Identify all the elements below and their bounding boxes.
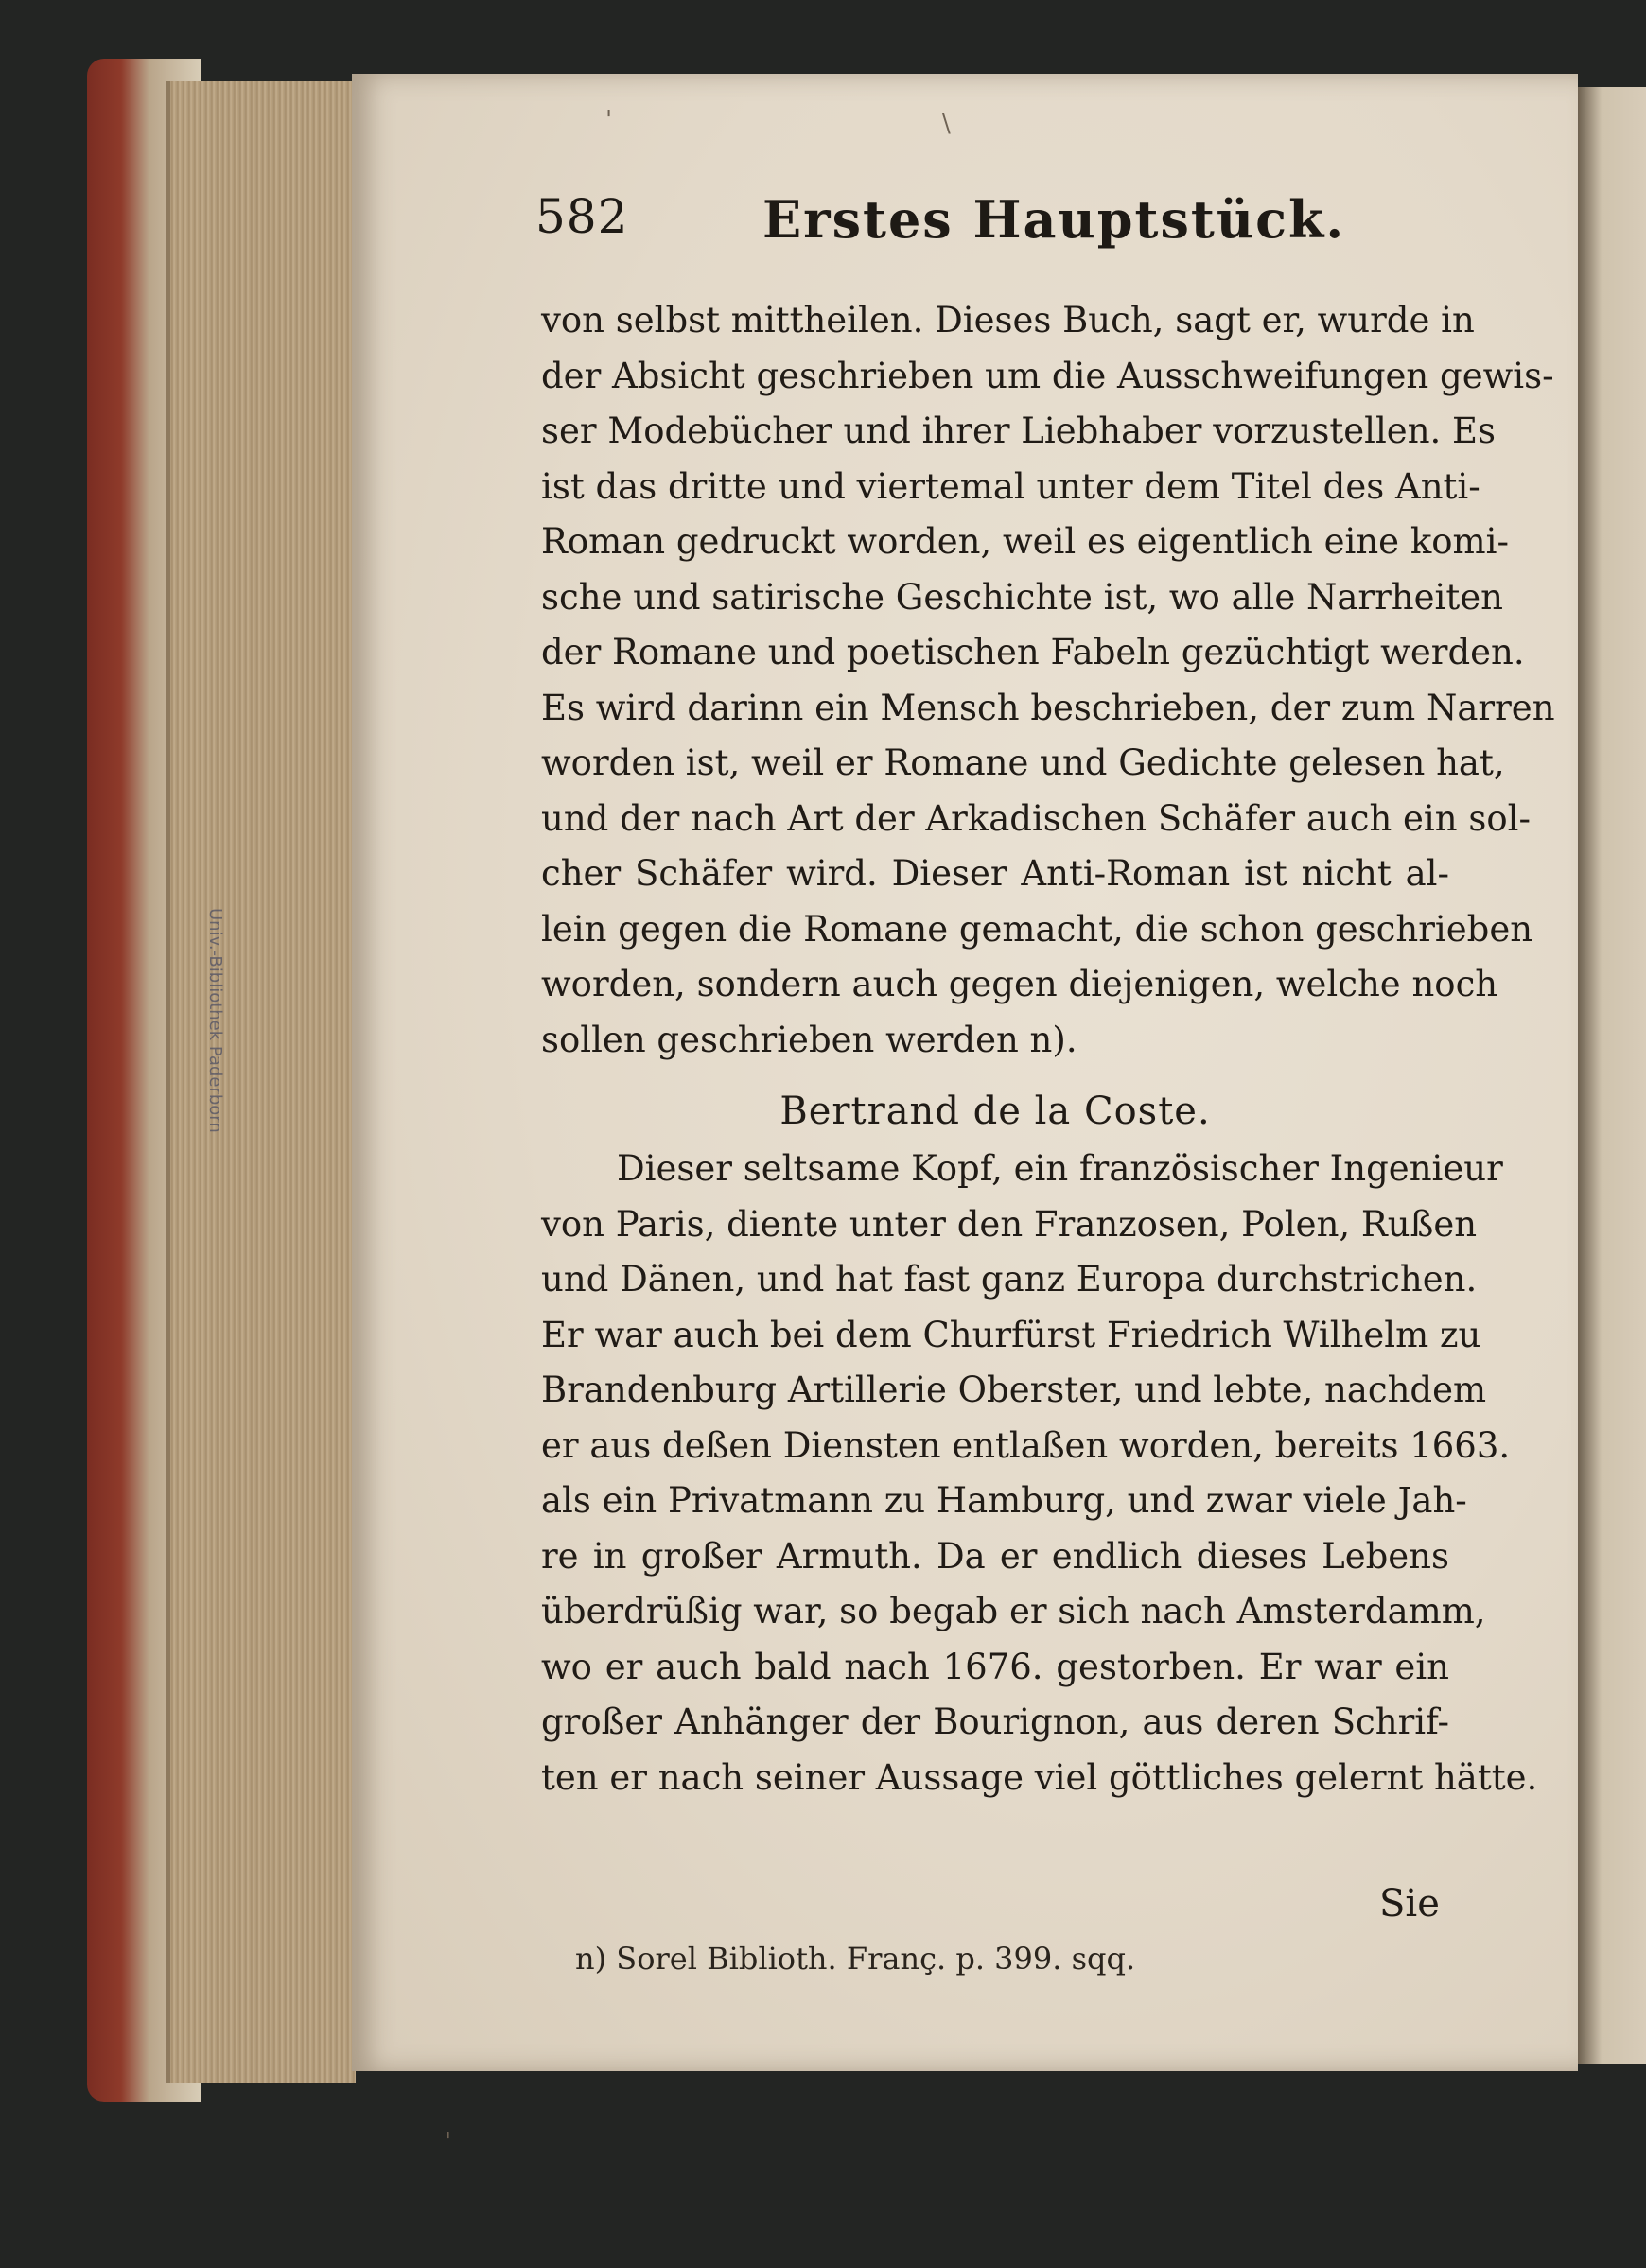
text-line: großer Anhänger der Bourignon, aus deren Schrif-	[541, 1701, 1449, 1742]
text-line: worden, sondern auch gegen diejenigen, welche noch	[541, 964, 1498, 1004]
paper-speck: '	[445, 2128, 452, 2156]
text-line: er aus deßen Diensten entlaßen worden, bereits 1663.	[541, 1424, 1511, 1466]
footnote: n) Sorel Biblioth. Franç. p. 399. sqq.	[575, 1941, 1136, 1977]
text-line: von Paris, diente unter den Franzosen, Polen, Rußen	[541, 1203, 1478, 1245]
text-line: von selbst mittheilen. Dieses Buch, sagt er, wurde in	[541, 300, 1475, 340]
text-line: als ein Privatmann zu Hamburg, und zwar viele Jah-	[541, 1480, 1467, 1521]
page-number: 582	[535, 189, 629, 244]
section-heading: Bertrand de la Coste.	[779, 1090, 1211, 1133]
body-text	[541, 293, 1555, 1806]
text-line: ist das dritte und viertemal unter dem Titel des Anti-	[541, 465, 1480, 507]
text-line: re in großer Armuth. Da er endlich dieses Lebens	[541, 1535, 1449, 1577]
text-line: Roman gedruckt worden, weil es eigentlich eine komi-	[541, 521, 1509, 562]
paper-speck: '	[605, 106, 613, 134]
text-line: worden ist, weil er Romane und Gedichte gelesen hat,	[541, 742, 1505, 783]
catchword: Sie	[1379, 1882, 1440, 1926]
text-line: überdrüßig war, so begab er sich nach Amsterdamm,	[541, 1591, 1486, 1631]
facing-page-edge	[1578, 87, 1646, 2064]
library-stamp: Univ.-Bibliothek Paderborn	[205, 908, 225, 1133]
text-line: wo er auch bald nach 1676. gestorben. Er war ein	[541, 1646, 1449, 1687]
paper-speck: \	[942, 110, 951, 138]
text-line: Er war auch bei dem Churfürst Friedrich Wilhelm zu	[541, 1314, 1481, 1355]
text-line: und Dänen, und hat fast ganz Europa durchstrichen.	[541, 1259, 1478, 1300]
text-line: sollen geschrieben werden n).	[541, 1019, 1077, 1060]
text-line: cher Schäfer wird. Dieser Anti-Roman ist nicht al-	[541, 853, 1449, 894]
text-line: sche und satirische Geschichte ist, wo alle Narrheiten	[541, 576, 1503, 618]
paragraph-1	[541, 293, 1555, 1068]
text-line: Brandenburg Artillerie Oberster, und lebte, nachdem	[541, 1370, 1487, 1410]
text-line: lein gegen die Romane gemacht, die schon geschrieben	[541, 908, 1533, 950]
running-title: Erstes Hauptstück.	[762, 189, 1346, 250]
text-line: Es wird darinn ein Mensch beschrieben, der zum Narren	[541, 687, 1555, 728]
text-line: ten er nach seiner Aussage viel göttliches gelernt hätte.	[541, 1756, 1538, 1798]
text-line: ser Modebücher und ihrer Liebhaber vorzustellen. Es	[541, 410, 1497, 451]
page-header	[535, 189, 1481, 265]
text-line: und der nach Art der Arkadischen Schäfer auch ein sol-	[541, 797, 1531, 839]
paragraph-2	[541, 1142, 1538, 1806]
text-line: Dieser seltsame Kopf, ein französischer Ingenieur	[617, 1148, 1503, 1189]
text-line: der Romane und poetischen Fabeln gezüchtigt werden.	[541, 632, 1525, 672]
text-line: der Absicht geschrieben um die Ausschweifungen gewis-	[541, 355, 1554, 396]
